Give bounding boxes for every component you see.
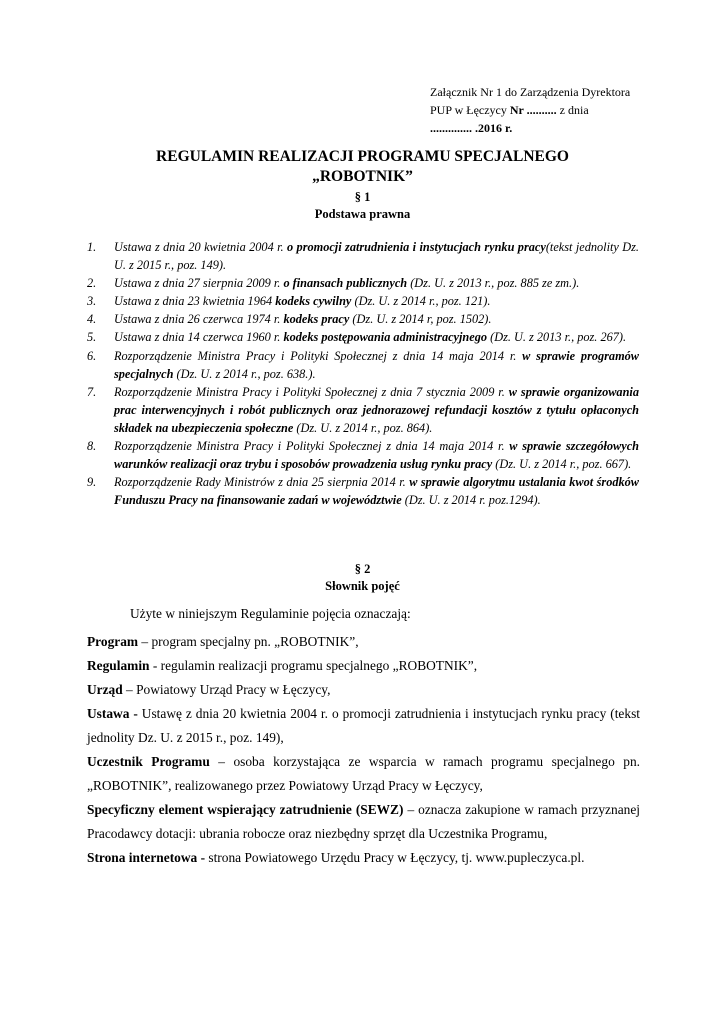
item-text: Ustawa z dnia 26 czerwca 1974 r.: [114, 312, 284, 327]
item-text: Rozporządzenie Ministra Pracy i Polityki Społecznej z dnia 14 maja 2014 r.: [114, 348, 523, 363]
annex-line-1: Załącznik Nr 1 do Zarządzenia Dyrektora: [430, 85, 631, 99]
legal-basis-list: [87, 238, 639, 509]
definition-term: Program: [87, 634, 139, 649]
item-title: w sprawie algorytmu ustalania kwot środków Funduszu Pracy na finansowanie zadań w województwie: [114, 475, 639, 508]
item-text: Ustawa z dnia 27 sierpnia 2009 r.: [114, 276, 284, 291]
definition-term: Strona internetowa -: [87, 850, 206, 865]
legal-basis-item: [87, 310, 639, 328]
definition-regulamin: [87, 654, 640, 678]
legal-basis-item: [87, 383, 639, 437]
item-text: Rozporządzenie Ministra Pracy i Polityki Społecznej z dnia 7 stycznia 2009 r.: [114, 384, 509, 399]
item-title: w sprawie programów specjalnych: [114, 348, 639, 381]
item-reference: (Dz. U. z 2014 r., poz. 121).: [351, 294, 491, 309]
definition-text: – oznacza zakupione w ramach przyznanej Pracodawcy dotacji: ubrania robocze oraz niezbędny sprzęt dla Uczestnika Programu,: [87, 802, 640, 841]
item-text: Ustawa z dnia 23 kwietnia 1964: [114, 294, 276, 309]
document-title-line-1: REGULAMIN REALIZACJI PROGRAMU SPECJALNEGO: [156, 148, 569, 165]
item-number: 9.: [87, 475, 97, 490]
definition-term: Urząd: [87, 682, 123, 697]
item-reference: (tekst jednolity Dz. U. z 2015 r., poz. 149).: [114, 240, 639, 273]
item-reference: (Dz. U. z 2014 r., poz. 638.).: [173, 366, 316, 381]
item-text: Rozporządzenie Ministra Pracy i Polityki Społecznej z dnia 14 maja 2014 r.: [114, 439, 510, 454]
item-reference: (Dz. U. z 2014 r, poz. 1502).: [349, 312, 492, 327]
item-title: o promocji zatrudnienia i instytucjach rynku pracy: [287, 240, 546, 254]
definition-term: Uczestnik Programu: [87, 754, 210, 769]
definition-text: – osoba korzystająca ze wsparcia w ramach programu specjalnego pn. „ROBOTNIK”, realizowanego przez Powiatowy Urząd Pracy w Łęczycy,: [87, 754, 640, 793]
section-2-number: § 2: [354, 562, 371, 576]
annex-note: [430, 83, 680, 137]
legal-basis-item: [87, 238, 639, 274]
item-reference: (Dz. U. z 2014 r., poz. 864).: [293, 420, 433, 435]
item-reference: (Dz. U. z 2014 r., poz. 667).: [492, 457, 632, 472]
section-1-heading: Podstawa prawna: [314, 207, 411, 221]
definition-program: [87, 630, 640, 654]
definition-strona: [87, 846, 640, 870]
definition-term: Ustawa -: [87, 706, 138, 721]
annex-line-2-suffix: z dnia: [556, 103, 589, 117]
item-reference: (Dz. U. z 2013 r., poz. 885 ze zm.).: [407, 276, 580, 291]
definition-text: – Powiatowy Urząd Pracy w Łęczycy,: [122, 682, 331, 697]
section-1-number: § 1: [354, 190, 371, 204]
definition-text: strona Powiatowego Urzędu Pracy w Łęczycy, tj. www.pupleczyca.pl.: [205, 850, 585, 865]
item-number: 3.: [87, 294, 97, 309]
item-title: kodeks cywilny: [275, 294, 352, 309]
legal-basis-item: [87, 473, 639, 509]
definition-text: – program specjalny pn. „ROBOTNIK”,: [138, 634, 359, 649]
legal-basis-item: [87, 328, 639, 346]
item-title: o finansach publicznych: [283, 276, 408, 291]
definition-sewz: [87, 798, 640, 846]
item-reference: (Dz. U. z 2014 r. poz.1294).: [401, 493, 541, 508]
definition-ustawa: [87, 702, 640, 750]
item-title: w sprawie szczegółowych warunków realizacji oraz trybu i sposobów prowadzenia usług rynku pracy: [114, 439, 639, 472]
item-text: Ustawa z dnia 14 czerwca 1960 r.: [114, 330, 284, 345]
definition-uczestnik: [87, 750, 640, 798]
item-number: 8.: [87, 439, 97, 454]
item-title: kodeks pracy: [283, 312, 350, 327]
annex-line-3: [430, 119, 680, 137]
annex-line-2-prefix: PUP w Łęczycy: [430, 103, 510, 117]
section-2-heading: Słownik pojęć: [325, 579, 400, 593]
item-number: 6.: [87, 348, 97, 363]
definition-term: Regulamin: [87, 658, 150, 673]
definition-text: - regulamin realizacji programu specjalnego „ROBOTNIK”,: [149, 658, 478, 673]
item-number: 2.: [87, 276, 97, 291]
legal-basis-item: [87, 292, 639, 310]
definition-text: Ustawę z dnia 20 kwietnia 2004 r. o promocji zatrudnienia i instytucjach rynku pracy (tekst jednolity Dz. U. z 2015 r., poz. 149),: [87, 706, 640, 745]
item-reference: (Dz. U. z 2013 r., poz. 267).: [487, 330, 627, 345]
legal-basis-item: [87, 347, 639, 383]
item-text: Ustawa z dnia 20 kwietnia 2004 r.: [114, 240, 288, 254]
glossary: [87, 630, 640, 870]
legal-basis-item: [87, 437, 639, 473]
item-number: 1.: [87, 240, 97, 254]
document-title-line-2: „ROBOTNIK”: [312, 168, 413, 185]
definition-urzad: [87, 678, 640, 702]
legal-basis-item: [87, 274, 639, 292]
definition-term: Specyficzny element wspierający zatrudnienie (SEWZ): [87, 802, 404, 817]
annex-number: Nr ..........: [509, 103, 557, 117]
item-title: w sprawie organizowania prac interwencyjnych i robót publicznych oraz jednorazowej refundacji kosztów z tytułu opłaconych składek na ubezpieczenia społeczne: [114, 384, 639, 435]
annex-date: .............. .2016 r.: [430, 121, 513, 135]
item-number: 7.: [87, 384, 97, 399]
item-text: Rozporządzenie Rady Ministrów z dnia 25 sierpnia 2014 r.: [114, 475, 410, 490]
item-title: kodeks postępowania administracyjnego: [283, 330, 488, 345]
glossary-intro: Użyte w niniejszym Regulaminie pojęcia oznaczają:: [130, 606, 411, 621]
item-number: 4.: [87, 312, 97, 327]
annex-line-2: [430, 101, 680, 119]
item-number: 5.: [87, 330, 97, 345]
